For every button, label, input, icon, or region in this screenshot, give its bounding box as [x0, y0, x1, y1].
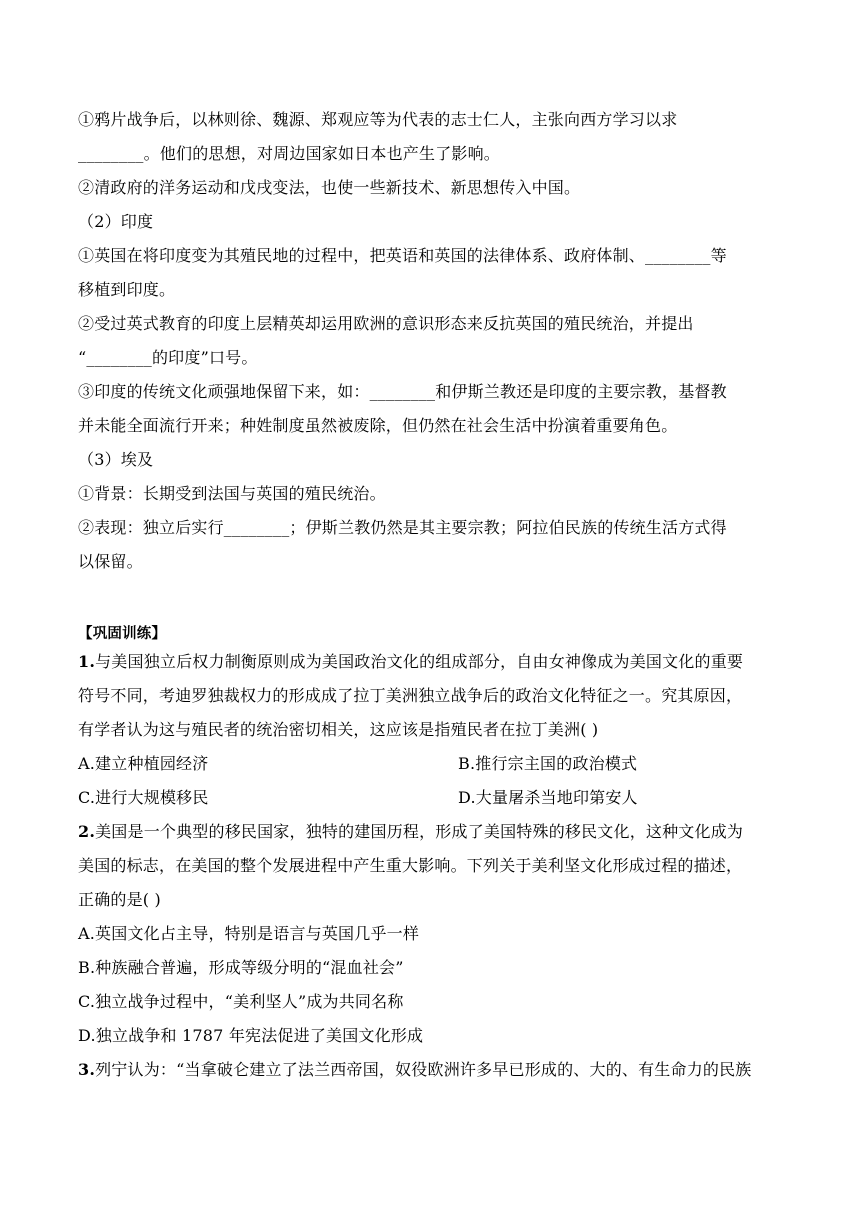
question-2-text: 美国是一个典型的移民国家，独特的建国历程，形成了美国特殊的移民文化，这种文化成为: [95, 822, 744, 841]
section3-line-1: ①背景：长期受到法国与英国的殖民统治。: [78, 484, 386, 503]
question-2-line-3: 正确的是( ): [78, 890, 161, 909]
question-2-line-2: 美国的标志，在美国的整个发展进程中产生重大影响。下列关于美利坚文化形成过程的描述，: [78, 856, 743, 875]
question-1-line-3: 有学者认为这与殖民者的统治密切相关，这应该是指殖民者在拉丁美洲( ): [78, 720, 599, 739]
section1-line-2: ________。他们的思想，对周边国家如日本也产生了影响。: [78, 144, 501, 163]
question-1-line-1: [78, 650, 788, 674]
section1-line-1: ①鸦片战争后，以林则徐、魏源、郑观应等为代表的志士仁人，主张向西方学习以求: [78, 110, 678, 129]
question-2-option-a: A.英国文化占主导，特别是语言与英国几乎一样: [78, 924, 420, 943]
question-2-line-1: [78, 820, 788, 844]
question-1-option-d: D.大量屠杀当地印第安人: [458, 788, 638, 807]
section2-line-5: ③印度的传统文化顽强地保留下来，如：________和伊斯兰教还是印度的主要宗教，基督教: [78, 382, 727, 401]
practice-heading: 【巩固训练】: [78, 625, 167, 642]
section2-line-3: ②受过英式教育的印度上层精英却运用欧洲的意识形态来反抗英国的殖民统治，并提出: [78, 314, 694, 333]
question-1-text: 与美国独立后权力制衡原则成为美国政治文化的组成部分，自由女神像成为美国文化的重要: [95, 652, 744, 671]
section1-line-3: ②清政府的洋务运动和戊戌变法，也使一些新技术、新思想传入中国。: [78, 178, 581, 197]
section3-title: （3）埃及: [78, 450, 154, 469]
section2-line-2: 移植到印度。: [78, 280, 176, 299]
question-1-number: 1.: [78, 652, 96, 671]
question-1-options-ab: [78, 752, 788, 776]
question-1-options-cd: [78, 786, 788, 810]
question-2-option-c: C.独立战争过程中，“美利坚人”成为共同名称: [78, 992, 404, 1011]
question-1-option-a: A.建立种植园经济: [78, 754, 209, 773]
section3-line-3: 以保留。: [78, 552, 143, 571]
section2-line-6: 并未能全面流行开来；种姓制度虽然被废除，但仍然在社会生活中扮演着重要角色。: [78, 416, 678, 435]
section3-line-2: ②表现：独立后实行________；伊斯兰教仍然是其主要宗教；阿拉伯民族的传统生活方式得: [78, 518, 727, 537]
section2-title: （2）印度: [78, 212, 154, 231]
section2-line-1: ①英国在将印度变为其殖民地的过程中，把英语和英国的法律体系、政府体制、________等: [78, 246, 727, 265]
question-2-number: 2.: [78, 822, 96, 841]
question-2-option-b: B.种族融合普遍，形成等级分明的“混血社会”: [78, 958, 404, 977]
question-1-option-b: B.推行宗主国的政治模式: [458, 754, 638, 773]
question-3-number: 3.: [78, 1060, 96, 1079]
question-2-option-d: D.独立战争和 1787 年宪法促进了美国文化形成: [78, 1026, 424, 1045]
question-1-line-2: 符号不同，考迪罗独裁权力的形成成了拉丁美洲独立战争后的政治文化特征之一。究其原因，: [78, 686, 743, 705]
question-3-text: 列宁认为：“当拿破仑建立了法兰西帝国，奴役欧洲许多早已形成的、大的、有生命力的民族: [95, 1060, 752, 1079]
question-3-line-1: [78, 1058, 788, 1082]
section2-line-4: “________的印度”口号。: [78, 348, 258, 367]
question-1-option-c: C.进行大规模移民: [78, 788, 209, 807]
